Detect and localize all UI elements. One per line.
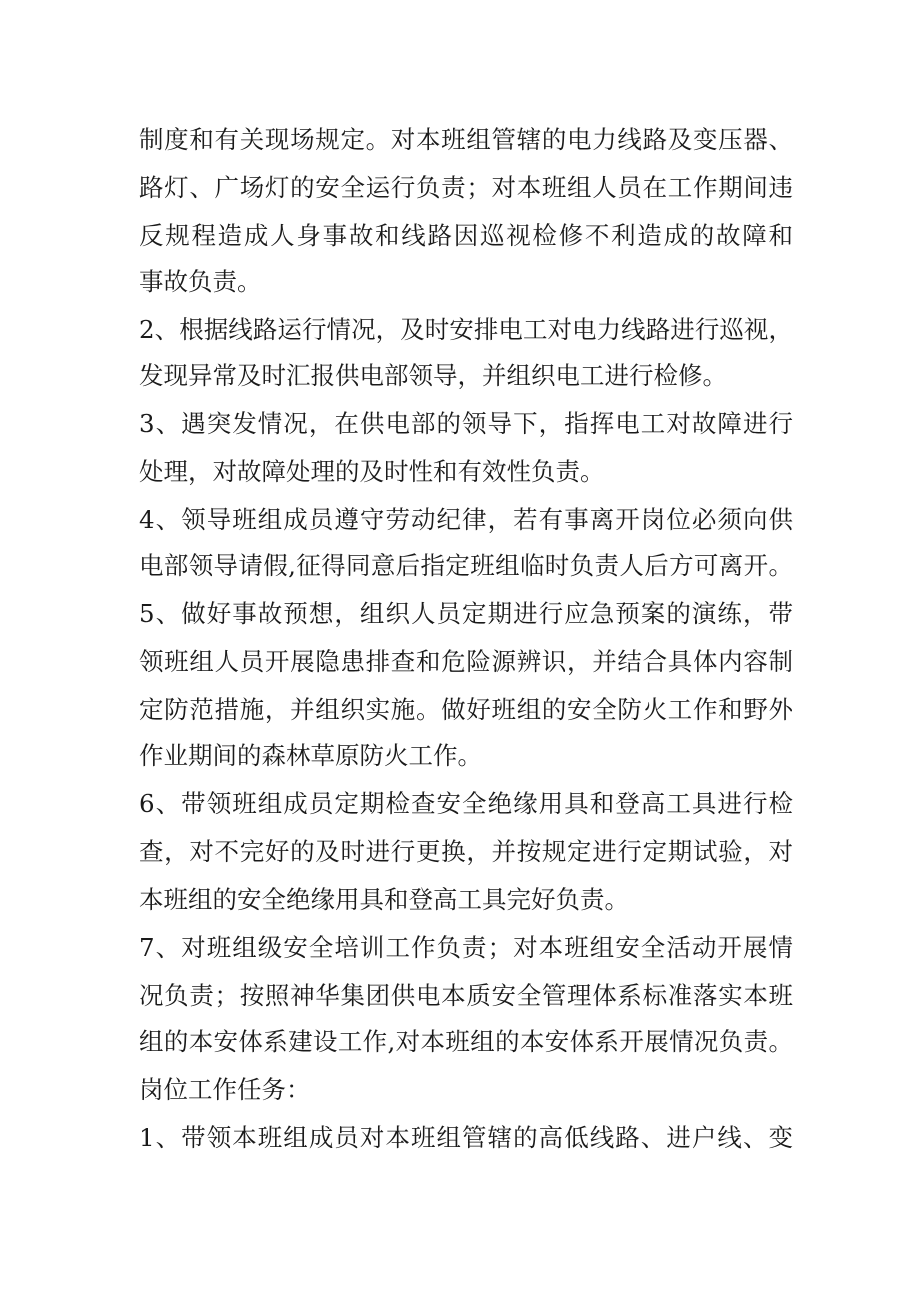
text-line: 制度和有关现场规定。对本班组管辖的电力线路及变压器、	[139, 125, 793, 154]
section-heading: 岗位工作任务：	[139, 1075, 311, 1104]
text-line: 定防范措施，并组织实施。做好班组的安全防火工作和野外	[139, 695, 793, 724]
text-line: 3、遇突发情况，在供电部的领导下，指挥电工对故障进行	[139, 409, 793, 438]
text-line: 路灯、广场灯的安全运行负责；对本班组人员在工作期间违	[139, 173, 793, 202]
text-line: 本班组的安全绝缘用具和登高工具完好负责。	[139, 885, 629, 914]
text-line: 况负责；按照神华集团供电本质安全管理体系标准落实本班	[139, 981, 793, 1010]
text-line: 电部领导请假,征得同意后指定班组临时负责人后方可离开。	[139, 551, 793, 580]
text-line: 事故负责。	[139, 267, 262, 296]
text-line: 2、根据线路运行情况，及时安排电工对电力线路进行巡视，	[139, 315, 793, 344]
text-line: 处理，对故障处理的及时性和有效性负责。	[139, 457, 605, 486]
text-line: 6、带领班组成员定期检查安全绝缘用具和登高工具进行检	[139, 789, 793, 818]
text-line: 7、对班组级安全培训工作负责；对本班组安全活动开展情	[139, 933, 793, 962]
text-line: 组的本安体系建设工作,对本班组的本安体系开展情况负责。	[139, 1027, 793, 1056]
text-line: 5、做好事故预想，组织人员定期进行应急预案的演练，带	[139, 599, 793, 628]
text-line: 4、领导班组成员遵守劳动纪律，若有事离开岗位必须向供	[139, 505, 793, 534]
text-line: 查，对不完好的及时进行更换，并按规定进行定期试验，对	[139, 837, 793, 866]
text-line: 反规程造成人身事故和线路因巡视检修不利造成的故障和	[139, 221, 793, 250]
text-line: 发现异常及时汇报供电部领导，并组织电工进行检修。	[139, 361, 727, 390]
text-line: 领班组人员开展隐患排查和危险源辨识，并结合具体内容制	[139, 647, 793, 676]
text-line: 1、带领本班组成员对本班组管辖的高低线路、进户线、变	[139, 1123, 793, 1152]
text-line: 作业期间的森林草原防火工作。	[139, 741, 482, 770]
